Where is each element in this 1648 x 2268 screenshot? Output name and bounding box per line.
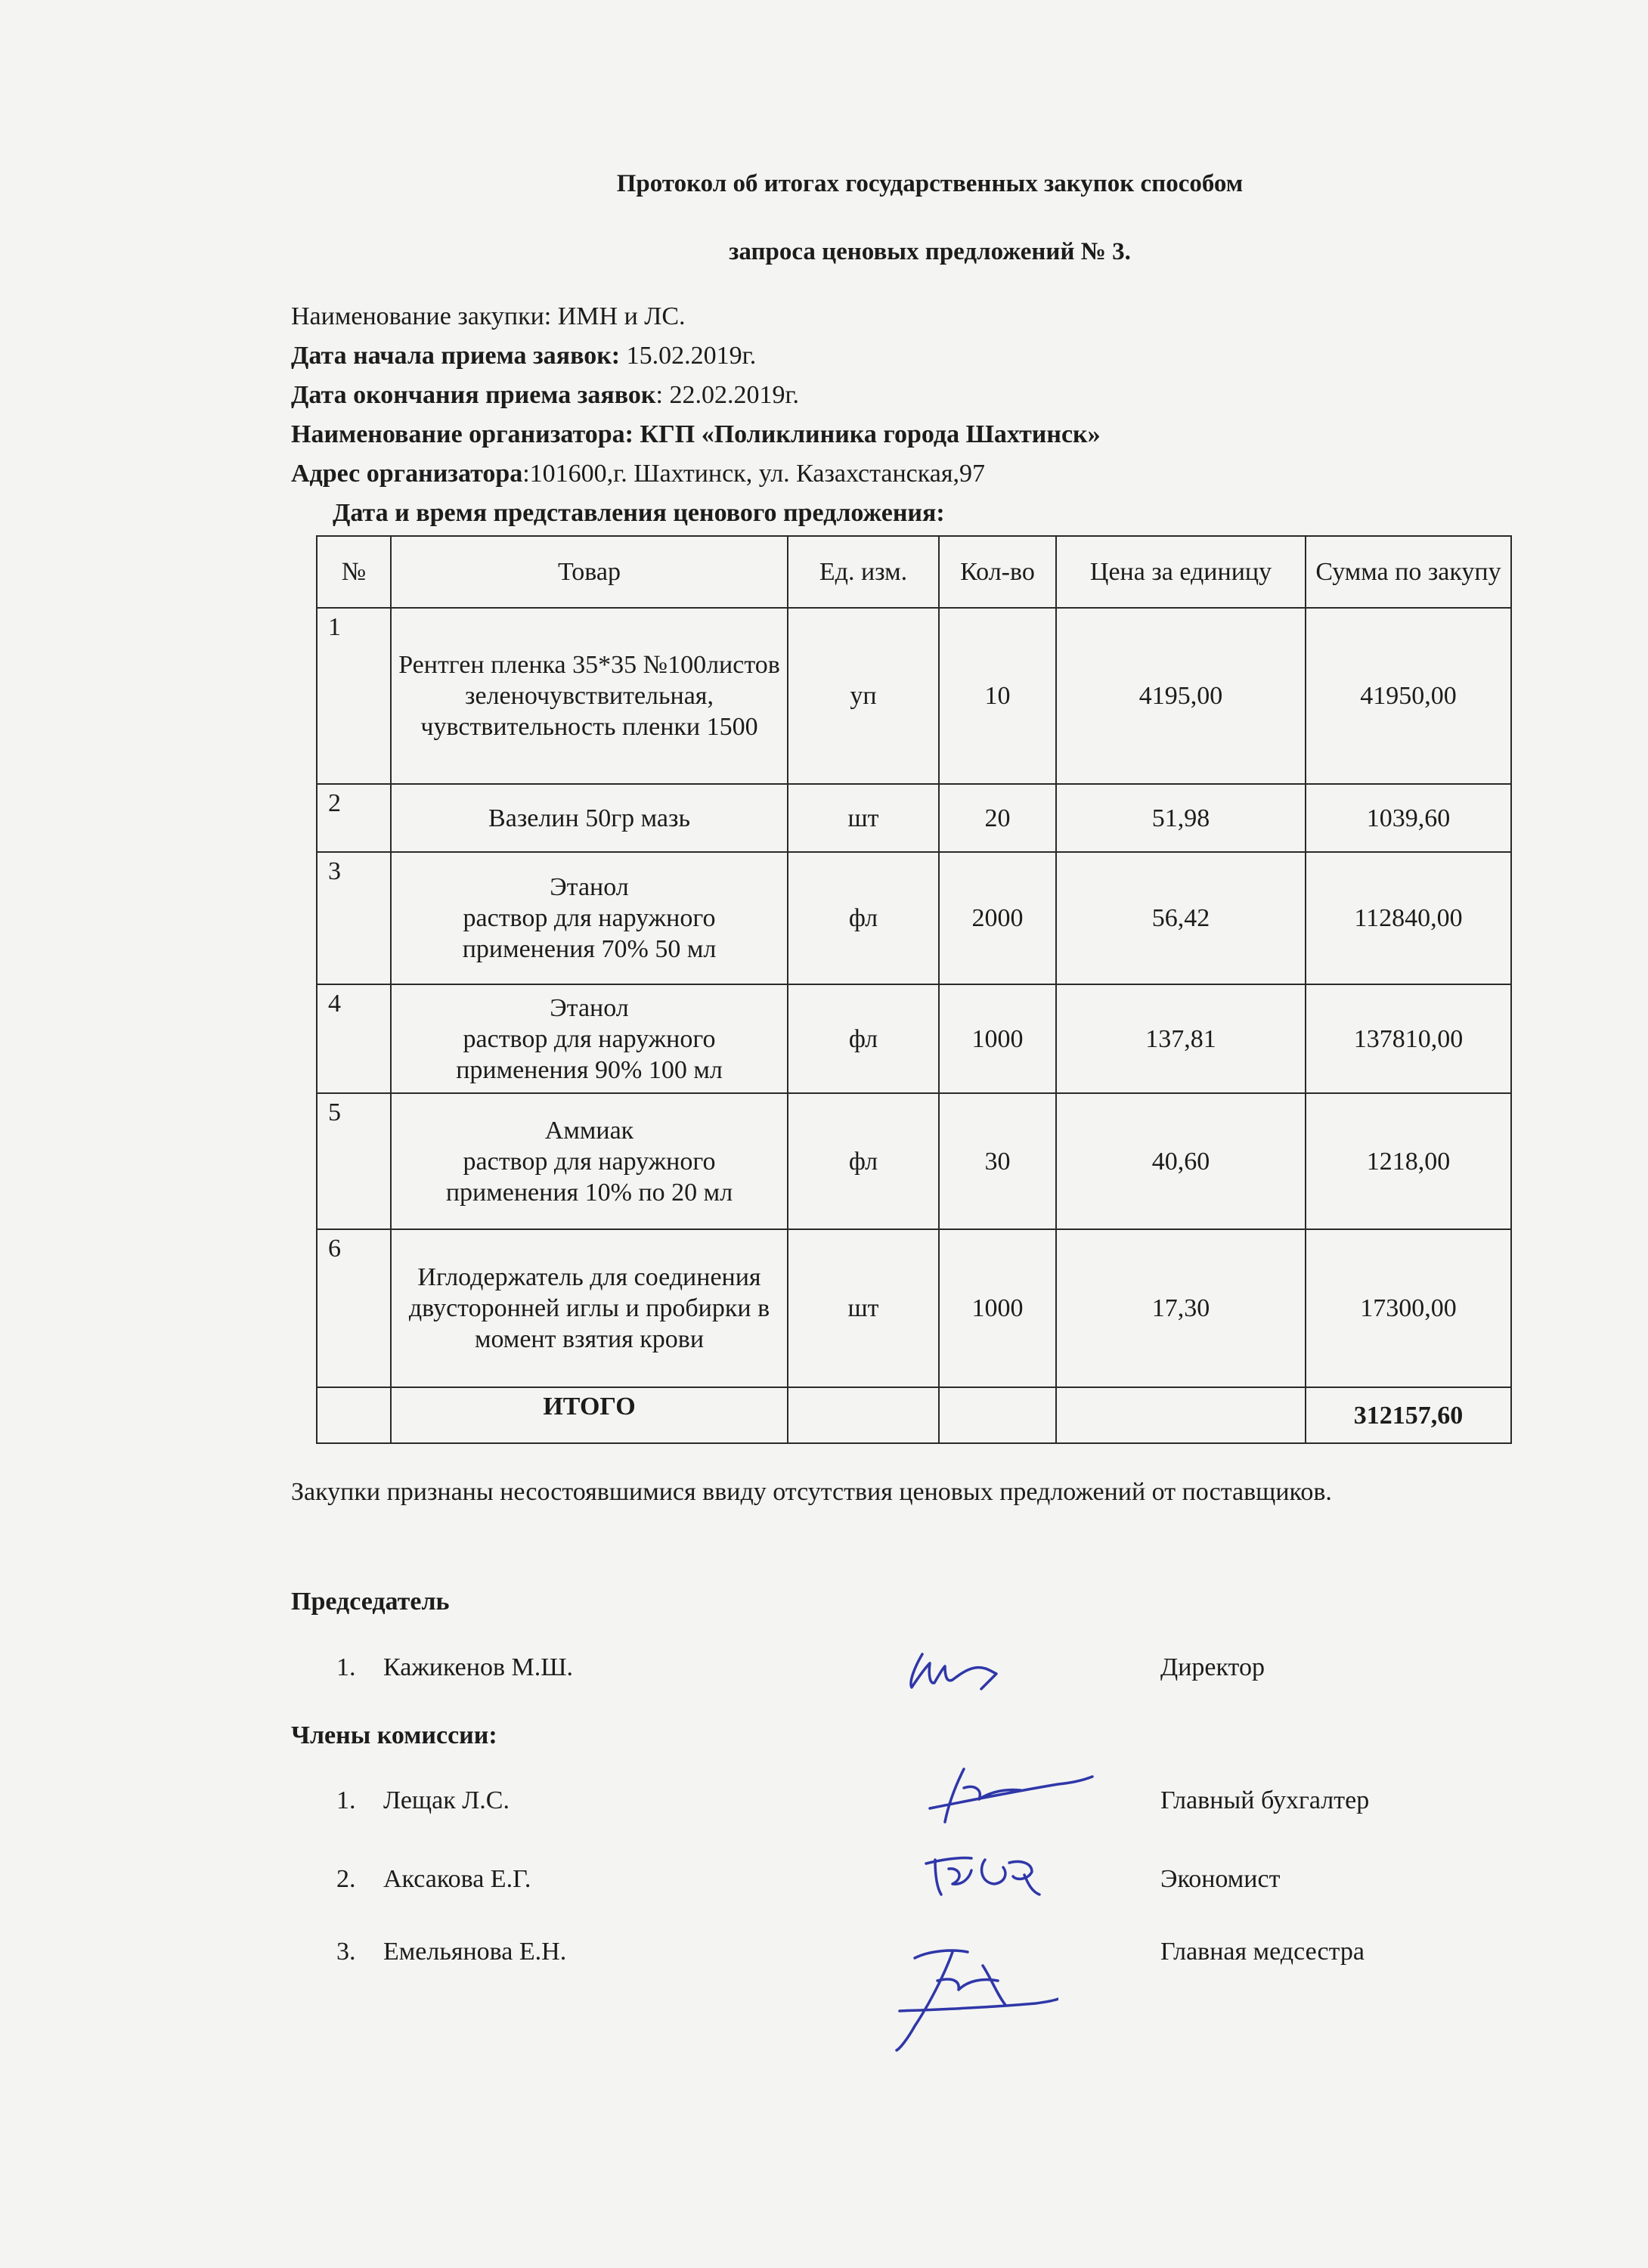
member-position: Экономист: [1160, 1865, 1281, 1893]
items-table: [316, 535, 1512, 1444]
total-value: 312157,60: [1306, 1387, 1511, 1443]
signature-member-3: [869, 1935, 1058, 2064]
table-row: [317, 852, 1511, 984]
document-title-line-1: Протокол об итогах государственных закупок способом: [616, 170, 1244, 197]
signature-member-1: [922, 1754, 1096, 1837]
member-index: 3.: [336, 1938, 356, 1966]
header-cell: Сумма по закупу: [1306, 536, 1511, 608]
offer-datetime-label: Дата и время представления ценового предложения:: [333, 499, 945, 527]
item-price: 137,81: [1056, 984, 1306, 1093]
chair-name: Кажикенов М.Ш.: [383, 1653, 574, 1681]
organizer: [291, 420, 1101, 449]
chair-heading: Председатель: [291, 1588, 450, 1616]
item-unit: фл: [788, 1093, 939, 1229]
empty-cell: [939, 1387, 1056, 1443]
table-row: [317, 608, 1511, 784]
item-sum: 17300,00: [1306, 1229, 1511, 1387]
header-cell: Кол-во: [939, 536, 1056, 608]
member-name: Аксакова Е.Г.: [383, 1865, 531, 1893]
header-cell: Ед. изм.: [788, 536, 939, 608]
item-name: Этанол раствор для наружного применения 70% 50 мл: [391, 852, 788, 984]
header-cell: Цена за единицу: [1056, 536, 1306, 608]
item-unit: уп: [788, 608, 939, 784]
members-heading: Члены комиссии:: [291, 1721, 497, 1749]
item-name: Аммиак раствор для наружного применения 10% по 20 мл: [391, 1093, 788, 1229]
row-number: 5: [317, 1093, 391, 1229]
member-position: Главный бухгалтер: [1160, 1786, 1370, 1814]
item-name: Рентген пленка 35*35 №100листов зеленочувствительная, чувствительность пленки 1500: [391, 608, 788, 784]
chair-position: Директор: [1160, 1653, 1265, 1681]
purchase-name-value: ИМН и ЛС.: [557, 302, 686, 330]
end-date-value: : 22.02.2019г.: [655, 381, 800, 409]
item-sum: 1039,60: [1306, 784, 1511, 852]
table-row: [317, 1093, 1511, 1229]
purchase-name: [291, 302, 686, 331]
item-price: 17,30: [1056, 1229, 1306, 1387]
row-number: 4: [317, 984, 391, 1093]
organizer-address: [291, 460, 985, 488]
item-sum: 112840,00: [1306, 852, 1511, 984]
item-sum: 41950,00: [1306, 608, 1511, 784]
item-qty: 30: [939, 1093, 1056, 1229]
start-date: [291, 342, 756, 370]
address-label: Адрес организатора: [291, 460, 523, 488]
address-value: :101600,г. Шахтинск, ул. Казахстанская,97: [522, 460, 986, 488]
row-number: 3: [317, 852, 391, 984]
item-name: Вазелин 50гр мазь: [391, 784, 788, 852]
table-row: [317, 1229, 1511, 1387]
item-name: Этанол раствор для наружного применения 90% 100 мл: [391, 984, 788, 1093]
organizer-label: Наименование организатора: КГП «Поликлиника города Шахтинск»: [291, 420, 1101, 448]
item-price: 56,42: [1056, 852, 1306, 984]
row-number: 1: [317, 608, 391, 784]
offer-datetime: [333, 499, 945, 528]
header-cell: Товар: [391, 536, 788, 608]
member-position: Главная медсестра: [1160, 1938, 1365, 1966]
table-row: [317, 784, 1511, 852]
member-index: 2.: [336, 1865, 356, 1893]
item-qty: 2000: [939, 852, 1056, 984]
row-number: 2: [317, 784, 391, 852]
item-unit: фл: [788, 852, 939, 984]
empty-cell: [317, 1387, 391, 1443]
member-name: Лещак Л.С.: [383, 1786, 510, 1814]
end-date-label: Дата окончания приема заявок: [291, 381, 656, 409]
start-date-value: 15.02.2019г.: [626, 342, 757, 370]
member-index: 1.: [336, 1786, 356, 1814]
signature-chair: [900, 1641, 1028, 1701]
total-label: ИТОГО: [391, 1387, 788, 1443]
item-price: 51,98: [1056, 784, 1306, 852]
row-number: 6: [317, 1229, 391, 1387]
chair-index: 1.: [336, 1653, 356, 1681]
item-qty: 10: [939, 608, 1056, 784]
item-qty: 1000: [939, 984, 1056, 1093]
empty-cell: [1056, 1387, 1306, 1443]
item-unit: фл: [788, 984, 939, 1093]
end-date: [291, 381, 799, 410]
item-qty: 1000: [939, 1229, 1056, 1387]
start-date-label: Дата начала приема заявок:: [291, 342, 627, 370]
item-price: 4195,00: [1056, 608, 1306, 784]
header-cell: №: [317, 536, 391, 608]
item-price: 40,60: [1056, 1093, 1306, 1229]
signature-member-2: [918, 1837, 1070, 1905]
table-row: [317, 984, 1511, 1093]
item-sum: 1218,00: [1306, 1093, 1511, 1229]
item-unit: шт: [788, 784, 939, 852]
table-header-row: [317, 536, 1511, 608]
member-name: Емельянова Е.Н.: [383, 1938, 567, 1966]
empty-cell: [788, 1387, 939, 1443]
purchase-name-label: Наименование закупки:: [291, 302, 558, 330]
item-name: Иглодержатель для соединения двусторонней иглы и пробирки в момент взятия крови: [391, 1229, 788, 1387]
item-sum: 137810,00: [1306, 984, 1511, 1093]
document-title-line-2: запроса ценовых предложений № 3.: [729, 238, 1131, 265]
item-qty: 20: [939, 784, 1056, 852]
table-total-row: [317, 1387, 1511, 1443]
procurement-note: Закупки признаны несостоявшимися ввиду отсутствия ценовых предложений от поставщиков.: [291, 1478, 1332, 1506]
item-unit: шт: [788, 1229, 939, 1387]
